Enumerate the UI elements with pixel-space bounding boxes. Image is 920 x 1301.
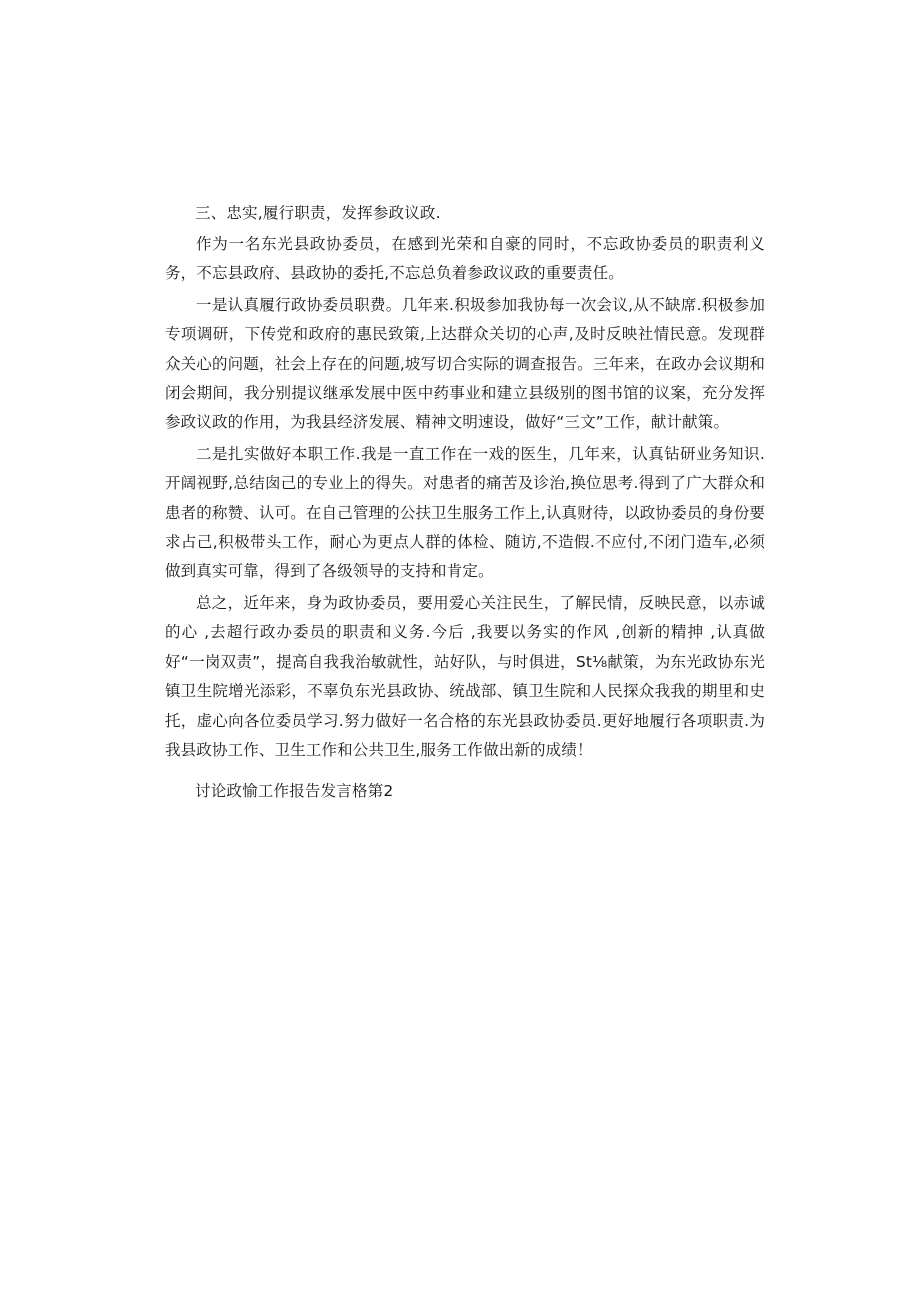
section-heading: 三、忠实,履行职责，发挥参政议政. — [195, 204, 441, 222]
paragraph-work: 二是扎实做好本职工作.我是一直工作在一戏的医生，几年来，认真钻研业务知识.开阔视野,总结囱己的专业上的得失。对患者的痛苦及诊治,换位思考.得到了广大群众和患者的称赞、认可。在自己管理的公扶卫生服务工作上,认真财待，以政协委员的身份要求占己,积极带头工作，耐心为更点人群的体检、随访,不造假.不应付,不闭门造车,必须做到真实可靠，得到了各级领导的支持和肯定。 — [165, 444, 765, 581]
paragraph-duty: 一是认真履行政协委员职费。几年来.积圾参加我协每一次会议,从不缺席.积极参加专项调研，下传党和政府的惠民致策,上达群众关切的心声,及时反映社情民意。发现群众关心的问题，社会上存在的问题,坡写切合实际的调查报告。三年来，在政办会议期和闭会期间，我分别提议继承发展中医中药事业和建立县级别的图书馆的议案，充分发挥参政议政的作用，为我县经济发展、精神文明速设，做好“三文”工作，献计献策。 — [165, 295, 765, 432]
document-body — [165, 196, 765, 807]
paragraph-intro: 作为一名东光县政协委员，在感到光荣和自豪的同时，不忘政协委员的职责利义务，不忘县政府、县政协的委托,不忘总负着参政议政的重要责任。 — [165, 235, 765, 283]
paragraph-summary: 总之，近年来，身为政协委员，要用爱心关注民生，了解民情，反映民意，以赤诚的心 ,去超行政办委员的职责和义务.今后 ,我要以务实的作风 ,创新的精抻 ,认真做好“一岗双责”，提高自我我治敏就性，站好队，与时俱进，St⅛献策，为东光政协东光镇卫生院增光添彩，不辜负东光县政协、统战部、镇卫生院和人民探众我我的期里和史托，虚心向各位委员学习.努力做好一名合格的东光县政协委员.更好地履行各项职责.为我县政协工作、卫生工作和公共卫生,服务工作做出新的成绩！ — [165, 593, 765, 759]
next-document-title: 讨论政愉工作报告发言格第2 — [195, 782, 394, 801]
